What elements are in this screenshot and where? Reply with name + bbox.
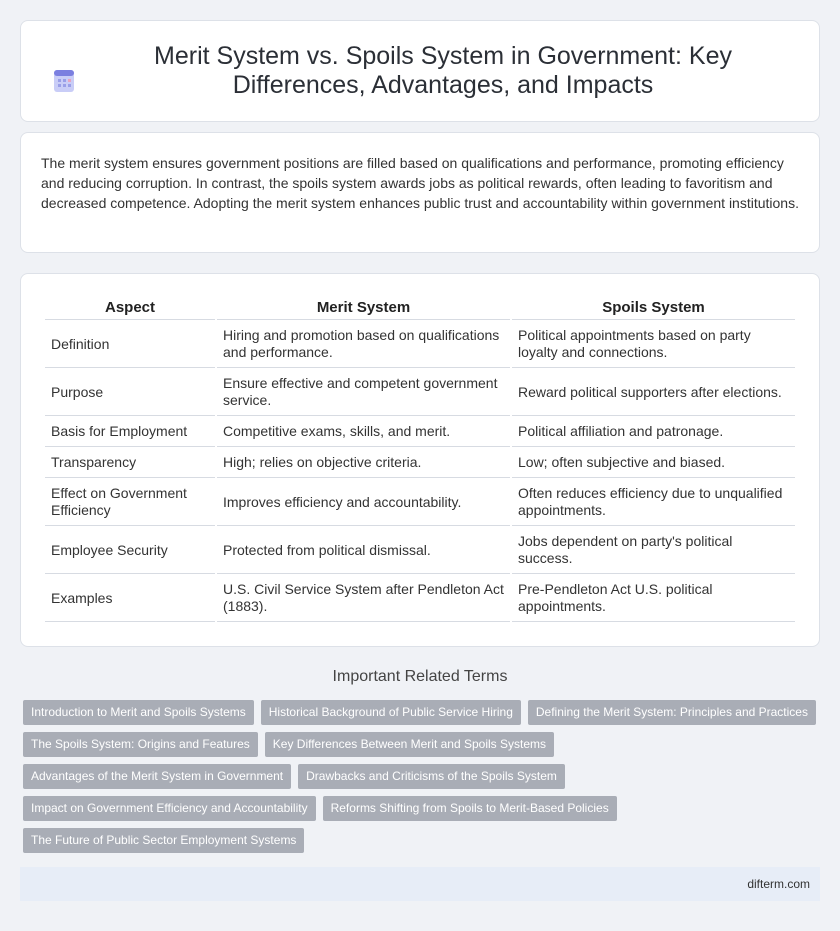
related-term-tag[interactable]: Reforms Shifting from Spoils to Merit-Based Policies xyxy=(323,796,617,821)
table-row xyxy=(45,320,795,368)
cell-merit: Ensure effective and competent government service. xyxy=(217,368,510,416)
cell-spoils: Political appointments based on party loyalty and connections. xyxy=(512,320,795,368)
cell-aspect: Examples xyxy=(45,574,215,622)
cell-spoils: Jobs dependent on party's political success. xyxy=(512,526,795,574)
table-row xyxy=(45,478,795,526)
cell-aspect: Purpose xyxy=(45,368,215,416)
cell-spoils: Reward political supporters after elections. xyxy=(512,368,795,416)
cell-spoils: Often reduces efficiency due to unqualified appointments. xyxy=(512,478,795,526)
related-terms-heading: Important Related Terms xyxy=(332,668,508,685)
header-aspect: Aspect xyxy=(45,296,215,320)
intro-card xyxy=(20,132,820,253)
related-term-tag[interactable]: Impact on Government Efficiency and Accountability xyxy=(23,796,316,821)
cell-merit: U.S. Civil Service System after Pendleton Act (1883). xyxy=(217,574,510,622)
table-row xyxy=(45,574,795,622)
cell-merit: Protected from political dismissal. xyxy=(217,526,510,574)
comparison-table xyxy=(43,296,797,622)
related-term-tag[interactable]: The Future of Public Sector Employment Systems xyxy=(23,828,304,853)
table-row xyxy=(45,368,795,416)
cell-merit: Competitive exams, skills, and merit. xyxy=(217,416,510,447)
related-term-tag[interactable]: Historical Background of Public Service Hiring xyxy=(261,700,521,725)
cell-merit: Improves efficiency and accountability. xyxy=(217,478,510,526)
footer-site-link[interactable]: difterm.com xyxy=(747,877,810,891)
header-merit: Merit System xyxy=(217,296,510,320)
page-title: Merit System vs. Spoils System in Government: Key Differences, Advantages, and Impacts xyxy=(154,42,732,99)
related-term-tag[interactable]: Advantages of the Merit System in Government xyxy=(23,764,291,789)
related-term-tag[interactable]: Drawbacks and Criticisms of the Spoils System xyxy=(298,764,565,789)
document-list-icon xyxy=(51,68,77,94)
table-row xyxy=(45,526,795,574)
table-header-row xyxy=(45,296,795,320)
cell-merit: High; relies on objective criteria. xyxy=(217,447,510,478)
footer xyxy=(20,867,820,901)
title-wrap xyxy=(51,42,789,100)
cell-aspect: Basis for Employment xyxy=(45,416,215,447)
related-terms-list xyxy=(23,700,823,860)
related-term-tag[interactable]: The Spoils System: Origins and Features xyxy=(23,732,258,757)
cell-aspect: Employee Security xyxy=(45,526,215,574)
related-term-tag[interactable]: Introduction to Merit and Spoils Systems xyxy=(23,700,254,725)
cell-aspect: Effect on Government Efficiency xyxy=(45,478,215,526)
cell-spoils: Pre-Pendleton Act U.S. political appointments. xyxy=(512,574,795,622)
related-term-tag[interactable]: Key Differences Between Merit and Spoils Systems xyxy=(265,732,554,757)
cell-aspect: Transparency xyxy=(45,447,215,478)
related-term-tag[interactable]: Defining the Merit System: Principles and Practices xyxy=(528,700,816,725)
intro-paragraph: The merit system ensures government positions are filled based on qualifications and performance, promoting efficiency and reducing corruption. In contrast, the spoils system awards jobs as political rewards, often leading to favoritism and decreased competence. Adopting the merit system enhances public trust and accountability within government institutions. xyxy=(41,155,799,211)
cell-merit: Hiring and promotion based on qualifications and performance. xyxy=(217,320,510,368)
cell-spoils: Political affiliation and patronage. xyxy=(512,416,795,447)
table-row xyxy=(45,447,795,478)
cell-spoils: Low; often subjective and biased. xyxy=(512,447,795,478)
cell-aspect: Definition xyxy=(45,320,215,368)
title-card xyxy=(20,20,820,122)
header-spoils: Spoils System xyxy=(512,296,795,320)
table-row xyxy=(45,416,795,447)
comparison-table-card xyxy=(20,273,820,647)
